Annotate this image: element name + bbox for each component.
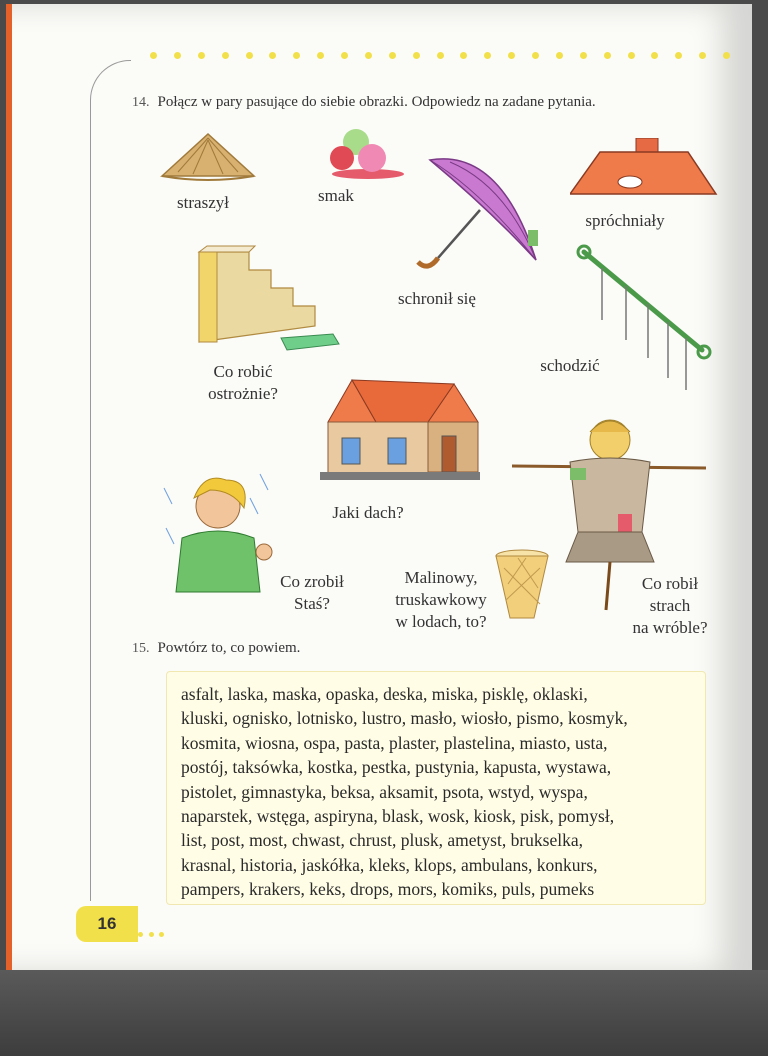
- label-co-robil: [620, 573, 720, 639]
- label-smak: smak: [318, 186, 354, 205]
- exercise-15-instruction: Powtórz to, co powiem.: [157, 640, 301, 656]
- word-line: postój, taksówka, kostka, pestka, pustynia, kapusta, wystawa,: [181, 757, 612, 778]
- margin-line: [90, 60, 131, 901]
- word-line: pistolet, gimnastyka, beksa, aksamit, psota, wstyd, wyspa,: [181, 781, 588, 802]
- label-co-robic-line1: Co robić: [213, 362, 273, 381]
- decorative-dots: [150, 52, 730, 62]
- label-malinowy-line3: w lodach, to?: [395, 612, 487, 631]
- word-line: krasnal, historia, jaskółka, kleks, klops, ambulans, konkurs,: [181, 854, 598, 875]
- label-schodzic: schodzić: [540, 356, 600, 375]
- label-co-robil-line1: Co robił: [641, 574, 699, 593]
- exercise-15-number: 15.: [132, 641, 150, 656]
- label-schronil-sie: schronił się: [398, 289, 476, 308]
- label-co-zrobil: [262, 571, 362, 615]
- exercise-15-heading: [132, 640, 300, 657]
- word-list-box: [166, 671, 706, 905]
- label-malinowy-line2: truskawkowy: [395, 590, 487, 609]
- melted-ice-cream-icon: [328, 124, 408, 182]
- label-sprochnialy: spróchniały: [585, 211, 665, 230]
- label-co-zrobil-line1: Co zrobił: [280, 572, 344, 591]
- label-co-robil-line2: strach: [649, 596, 691, 615]
- label-straszyl: straszył: [177, 193, 229, 212]
- straw-roof-icon: [158, 128, 258, 188]
- broken-roof-icon: [570, 138, 718, 200]
- stairs-icon: [197, 242, 342, 354]
- word-line: asfalt, laska, maska, opaska, deska, miska, pisklę, oklaski,: [181, 684, 588, 704]
- word-list: [181, 682, 691, 902]
- label-co-zrobil-line2: Staś?: [294, 594, 330, 613]
- page-bottom-shadow: [0, 970, 768, 1056]
- exercise-14-number: 14.: [132, 95, 150, 110]
- word-line: kluski, ognisko, lotnisko, lustro, masło, wiosło, pismo, kosmyk,: [181, 708, 628, 729]
- page-number: 16: [76, 906, 138, 942]
- exercise-14-instruction: Połącz w pary pasujące do siebie obrazki. Odpowiedz na zadane pytania.: [157, 94, 596, 110]
- label-co-robic: [190, 361, 296, 405]
- exercise-14-heading: [132, 94, 596, 111]
- label-jaki-dach: Jaki dach?: [332, 503, 404, 522]
- label-malinowy: [380, 567, 502, 633]
- label-malinowy-line1: Malinowy,: [404, 568, 478, 587]
- word-line: list, post, most, chwast, chrust, plusk, ametyst, brukselka,: [181, 830, 583, 851]
- word-line: pampers, krakers, keks, drops, mors, komiks, puls, pumeks: [181, 879, 595, 900]
- label-co-robil-line3: na wróble?: [632, 618, 708, 637]
- word-line: kosmita, wiosna, ospa, pasta, plaster, plastelina, miasto, usta,: [181, 732, 608, 753]
- house-icon: [318, 376, 483, 488]
- label-co-robic-line2: ostrożnie?: [208, 384, 278, 403]
- umbrella-icon: [410, 150, 545, 275]
- page-number-dots: [138, 932, 164, 938]
- word-line: naparstek, wstęga, aspiryna, blask, wosk, kiosk, pisk, pomysł,: [181, 806, 615, 827]
